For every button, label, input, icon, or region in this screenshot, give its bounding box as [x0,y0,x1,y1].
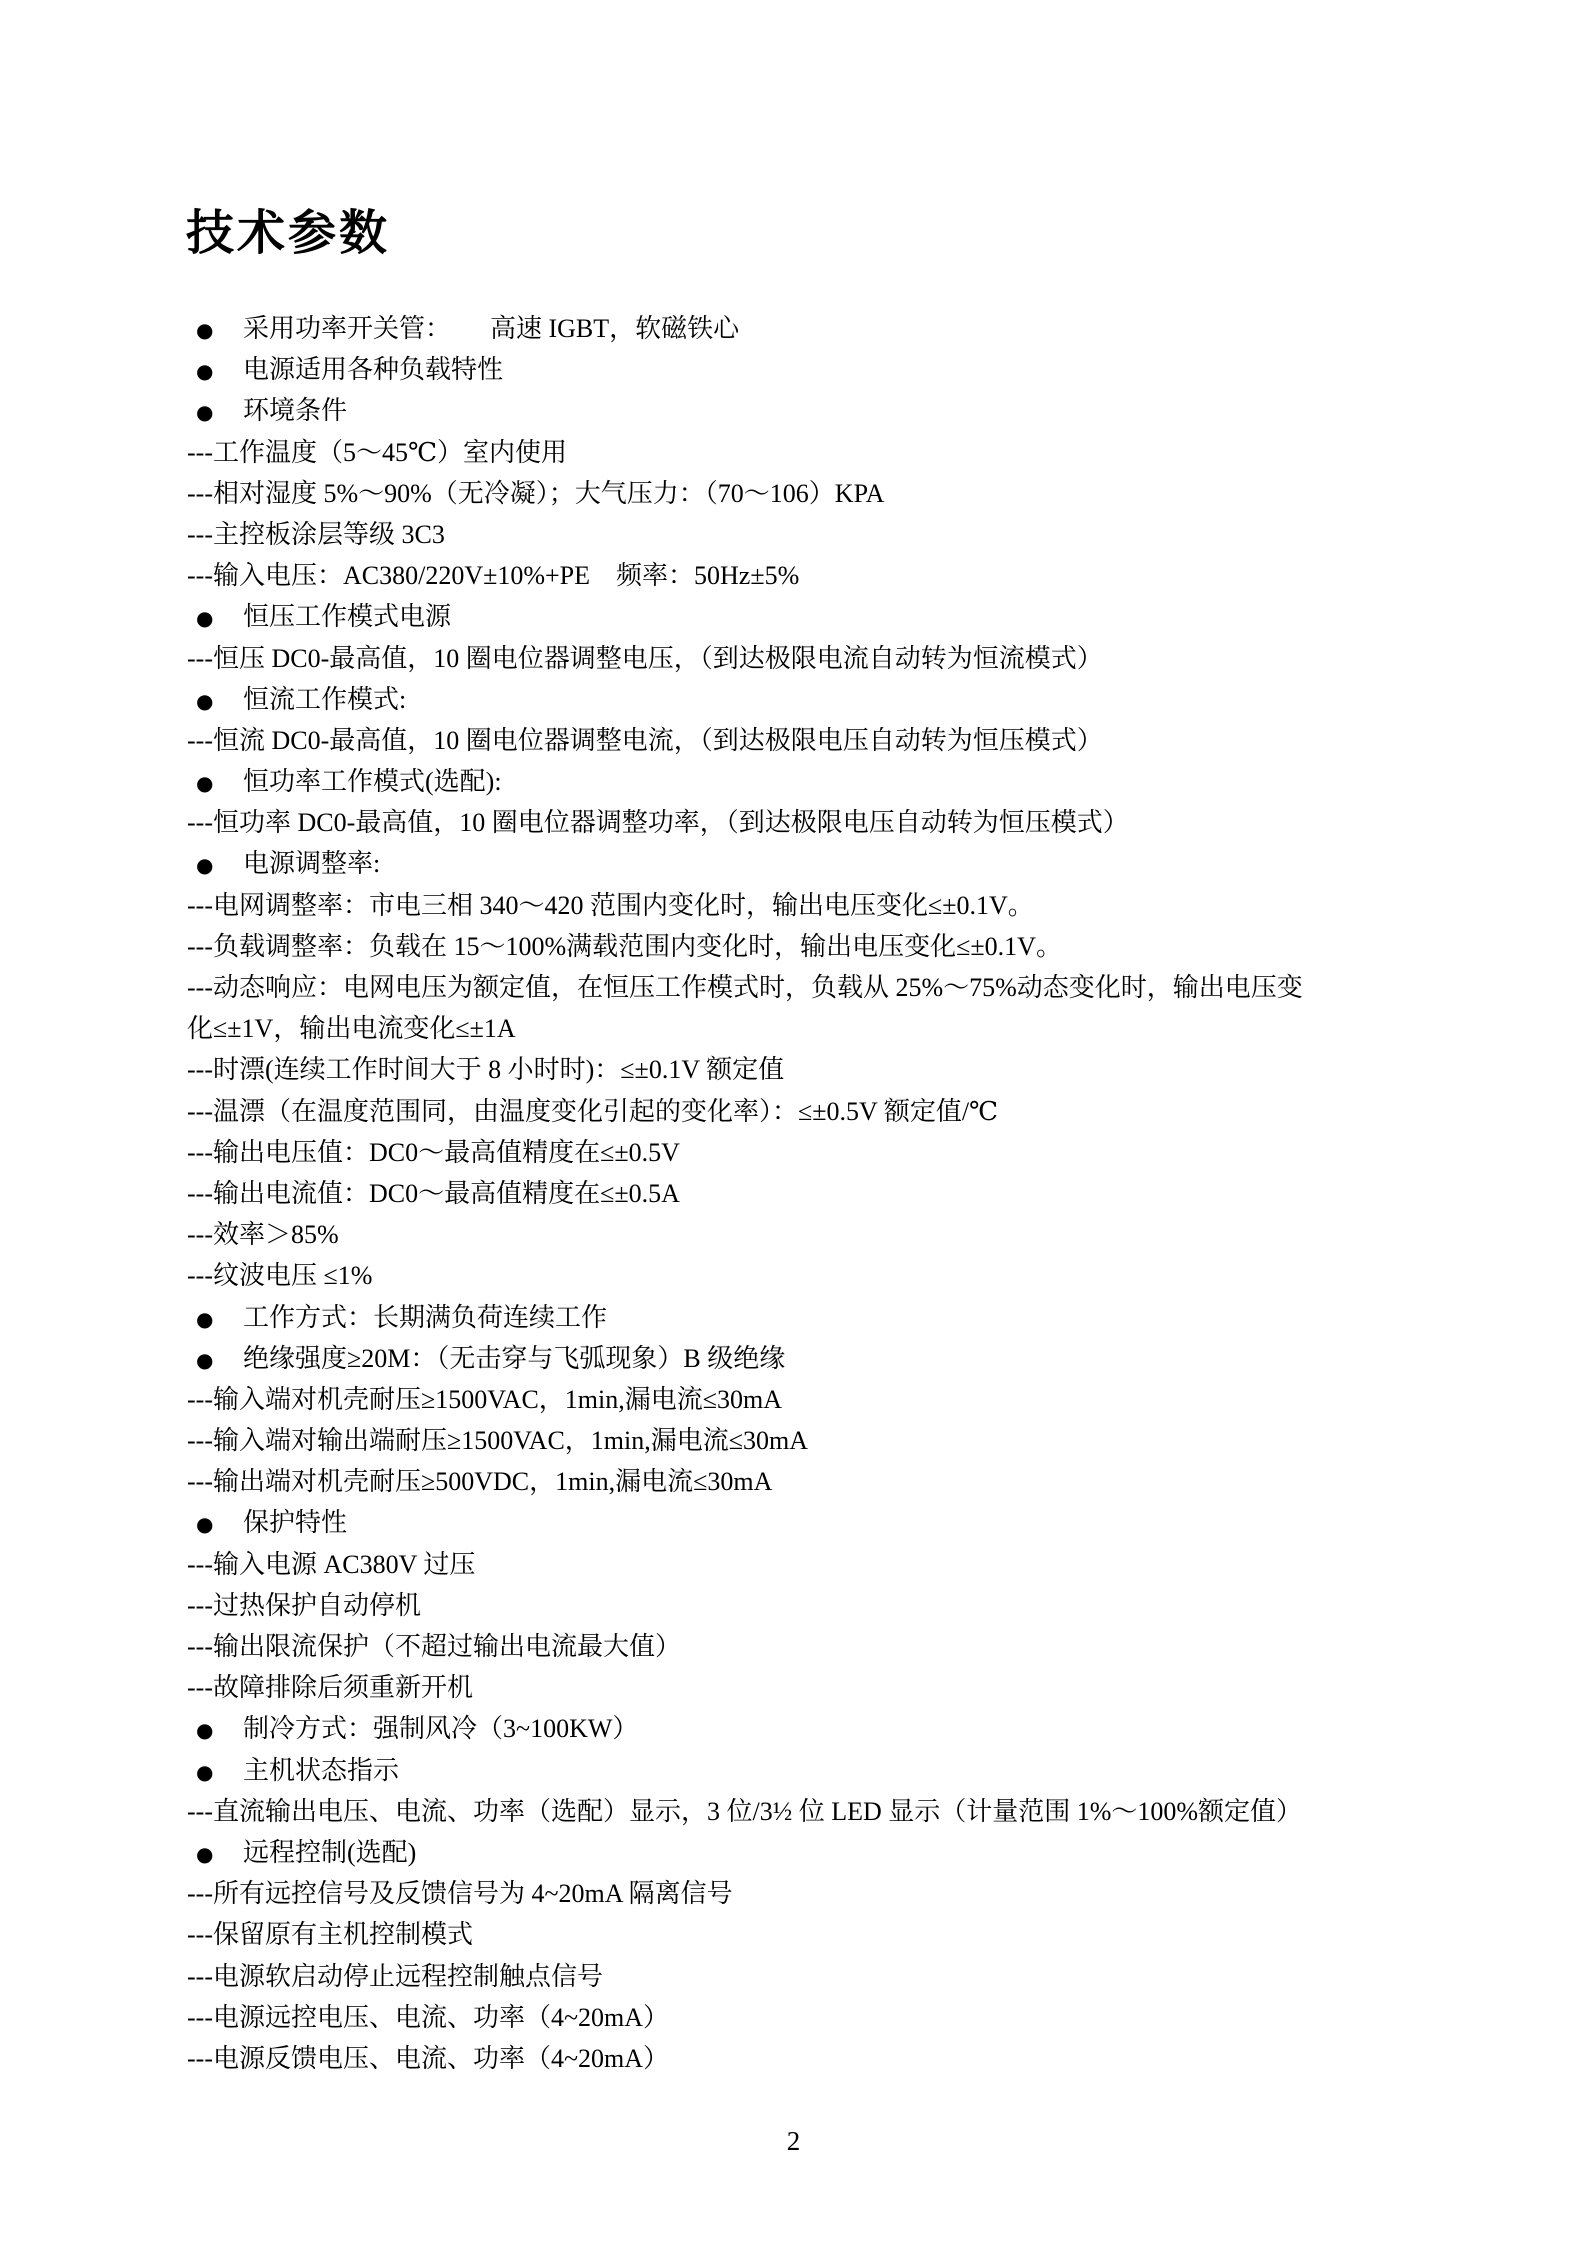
spec-item-text: 工作方式：长期满负荷连续工作 [243,1302,608,1332]
spec-bullet-item [187,1750,1303,1791]
spec-list [187,308,1303,2079]
spec-item-text: 电源适用各种负载特性 [243,355,504,385]
spec-bullet-item [187,843,1303,884]
bullet-icon: ● [196,1512,214,1537]
spec-dash-item: ---电网调整率：市电三相 340～420 范围内变化时，输出电压变化≤±0.1V。 [187,890,1034,920]
spec-bullet-item [187,308,1303,349]
spec-item-text: 恒流工作模式: [243,684,407,714]
spec-item-text: 远程控制(选配) [243,1837,417,1867]
spec-dash-item: ---输入端对输出端耐压≥1500VAC，1min,漏电流≤30mA [187,1426,809,1456]
bullet-icon: ● [196,1841,214,1866]
bullet-icon: ● [196,1306,214,1331]
spec-dash-item: ---恒功率 DC0-最高值，10 圈电位器调整功率，（到达极限电压自动转为恒压模式） [187,808,1129,838]
spec-bullet-item [187,1708,1303,1749]
bullet-icon: ● [196,400,214,425]
spec-item-text: 环境条件 [243,396,348,426]
spec-dash-item: ---输出电压值：DC0～最高值精度在≤±0.5V [187,1137,680,1167]
spec-bullet-item [187,596,1303,637]
spec-dash-item: ---输入电压：AC380/220V±10%+PE 频率：50Hz±5% [187,561,800,591]
spec-dash-item: ---效率＞85% [187,1220,339,1250]
spec-dash-item: ---过热保护自动停机 [187,1590,421,1620]
spec-bullet-item [187,390,1303,431]
spec-dash-item: ---相对湿度 5%～90%（无冷凝）；大气压力：（70～106）KPA [187,478,885,508]
spec-item-text: 采用功率开关管： 高速 IGBT，软磁铁心 [243,314,740,343]
spec-dash-item: ---恒压 DC0-最高值，10 圈电位器调整电压，（到达极限电流自动转为恒流模式） [187,643,1103,673]
spec-bullet-item [187,349,1303,390]
bullet-icon: ● [196,1718,214,1743]
spec-dash-item: ---输出端对机壳耐压≥500VDC，1min,漏电流≤30mA [187,1467,773,1497]
page-title: 技术参数 [186,207,391,260]
spec-item-text: 制冷方式：强制风冷（3~100KW） [243,1714,639,1744]
spec-dash-item: ---负载调整率：负载在 15～100%满载范围内变化时，输出电压变化≤±0.1V。 [187,931,1062,961]
spec-dash-item: ---电源软启动停止远程控制触点信号 [187,1961,603,1991]
spec-item-text: 绝缘强度≥20M：（无击穿与飞弧现象）B 级绝缘 [243,1343,786,1373]
spec-item-text: 保护特性 [243,1508,348,1538]
spec-dash-item: ---输出限流保护（不超过输出电流最大值） [187,1632,681,1661]
spec-dash-item: ---所有远控信号及反馈信号为 4~20mA 隔离信号 [187,1879,733,1909]
bullet-icon: ● [196,688,214,713]
bullet-icon: ● [196,1759,214,1784]
spec-dash-item: ---保留原有主机控制模式 [187,1920,473,1950]
spec-bullet-item [187,679,1303,720]
spec-dash-item: ---时漂(连续工作时间大于 8 小时时)：≤±0.1V 额定值 [187,1055,785,1085]
spec-dash-item: ---输入端对机壳耐压≥1500VAC，1min,漏电流≤30mA [187,1384,783,1414]
spec-dash-item: ---主控板涂层等级 3C3 [187,519,445,549]
spec-dash-item: ---输入电源 AC380V 过压 [187,1549,476,1579]
bullet-icon: ● [196,318,214,342]
spec-bullet-item [187,761,1303,802]
spec-dash-item: ---直流输出电压、电流、功率（选配）显示，3 位/3½ 位 LED 显示（计量范围 1%～100%额定值） [187,1796,1303,1826]
spec-dash-item: ---纹波电压 ≤1% [187,1261,373,1291]
spec-dash-item: ---温漂（在温度范围同，由温度变化引起的变化率）：≤±0.5V 额定值/℃ [187,1096,999,1126]
spec-bullet-item [187,1297,1303,1338]
spec-wrap-line: 化≤±1V，输出电流变化≤±1A [187,1014,516,1044]
spec-dash-item: ---故障排除后须重新开机 [187,1673,473,1703]
spec-dash-item: ---工作温度（5～45℃）室内使用 [187,437,568,467]
spec-dash-item: ---电源反馈电压、电流、功率（4~20mA） [187,2043,670,2073]
spec-dash-item: ---输出电流值：DC0～最高值精度在≤±0.5A [187,1178,680,1208]
spec-dash-item: ---电源远控电压、电流、功率（4~20mA） [187,2002,670,2032]
spec-dash-item: ---动态响应：电网电压为额定值，在恒压工作模式时，负载从 25%～75%动态变化时，输出电压变 [187,973,1303,1002]
spec-dash-item: ---恒流 DC0-最高值，10 圈电位器调整电流，（到达极限电压自动转为恒压模式） [187,725,1103,755]
spec-item-text: 恒功率工作模式(选配): [243,767,502,797]
spec-item-text: 主机状态指示 [243,1755,400,1785]
bullet-icon: ● [196,771,214,796]
bullet-icon: ● [196,606,214,631]
spec-bullet-item [187,1502,1303,1543]
bullet-icon: ● [196,853,214,878]
spec-bullet-item [187,1338,1303,1379]
spec-item-text: 电源调整率: [243,849,381,879]
page-number: 2 [786,2126,801,2156]
spec-item-text: 恒压工作模式电源 [243,602,452,632]
bullet-icon: ● [196,1347,214,1372]
bullet-icon: ● [196,359,214,384]
spec-bullet-item [187,1832,1303,1873]
